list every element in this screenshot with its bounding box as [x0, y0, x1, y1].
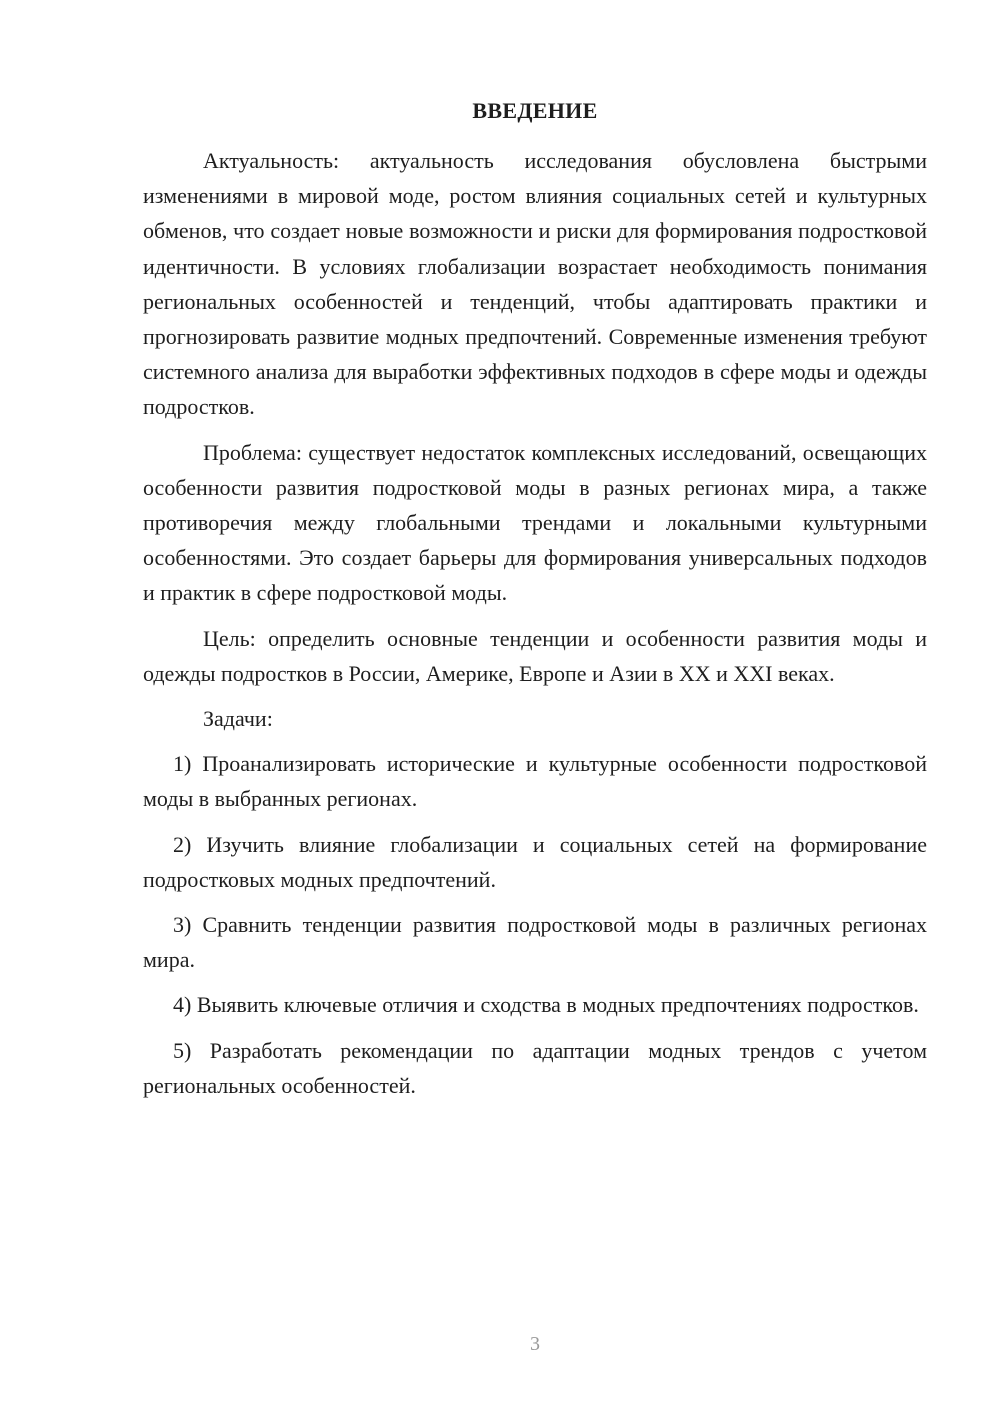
document-body: [143, 143, 927, 1113]
paragraph-problem: Проблема: существует недостаток комплексных исследований, освещающих особенности развития подростковой моды в разных регионах мира, а также противоречия между глобальными трендами и локальными культурными особенностями. Это создает барьеры для формирования универсальных подходов и практик в сфере подростковой моды.: [143, 439, 927, 606]
task-item-5: 5) Разработать рекомендации по адаптации модных трендов с учетом региональных особенностей.: [143, 1037, 927, 1098]
page-number: 3: [530, 1333, 540, 1355]
paragraph-goal: Цель: определить основные тенденции и особенности развития моды и одежды подростков в России, Америке, Европе и Азии в XX и XXI веках.: [143, 625, 927, 686]
paragraph-relevance: Актуальность: актуальность исследования обусловлена быстрыми изменениями в мировой моде, ростом влияния социальных сетей и культурных обменов, что создает новые возможности и риски для формирования подростковой идентичности. В условиях глобализации возрастает необходимость понимания региональных особенностей и тенденций, чтобы адаптировать практики и прогнозировать развитие модных предпочтений. Современные изменения требуют системного анализа для выработки эффективных подходов в сфере моды и одежды подростков.: [143, 148, 927, 420]
page-title: ВВЕДЕНИЕ: [472, 98, 598, 123]
tasks-heading: Задачи:: [203, 706, 273, 732]
task-item-4: 4) Выявить ключевые отличия и сходства в модных предпочтениях подростков.: [173, 992, 919, 1018]
task-item-2: 2) Изучить влияние глобализации и социальных сетей на формирование подростковых модных предпочтений.: [143, 831, 927, 892]
task-item-1: 1) Проанализировать исторические и культурные особенности подростковой моды в выбранных регионах.: [143, 751, 927, 812]
task-item-3: 3) Сравнить тенденции развития подростковой моды в различных регионах мира.: [143, 912, 927, 973]
